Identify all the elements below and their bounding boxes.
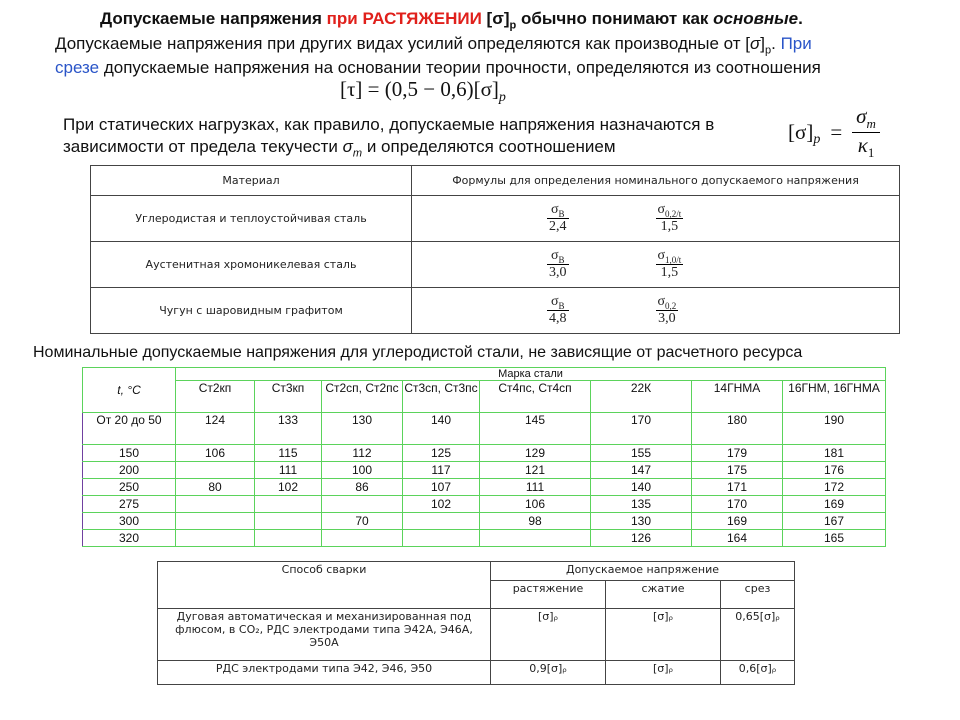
header-welding-method: Способ сварки [158,562,491,609]
value-cell [403,513,480,530]
value-cell: 169 [692,513,783,530]
intro-line-5: зависимости от предела текучести $\sigma_m$ и определяются соотношением [63,137,616,160]
formula-shear: $[\tau] = (0,5 - 0,6)[\sigma]_p$ [340,77,506,106]
stress-formula-table [90,165,900,334]
value-cell [322,530,403,547]
value-cell: 129 [480,445,591,462]
grade-header: Ст3сп, Ст3пс [403,381,480,413]
formula-fraction: $\frac{\sigma_{0,2}}{3,0}$ [657,293,677,327]
table-header-row [91,166,900,196]
value-cell: 133 [255,413,322,445]
value-cell: 164 [692,530,783,547]
value-cell: 115 [255,445,322,462]
value-cell: 86 [322,479,403,496]
table-row [83,513,886,530]
method-cell: Дуговая автоматическая и механизированная под флюсом, в CO₂, РДС электродами типа Э42А, Э46А, Э50А [158,609,491,661]
header-formulas: Формулы для определения номинального допускаемого напряжения [412,166,900,196]
formula-cell [412,242,900,288]
value-cell: 125 [403,445,480,462]
value-cell: 135 [591,496,692,513]
table-row [83,413,886,445]
table2-title: Номинальные допускаемые напряжения для углеродистой стали, не зависящие от расчетного ресурса [33,344,803,361]
value-cell [480,530,591,547]
value-cell: 121 [480,462,591,479]
value-cell: 112 [322,445,403,462]
formula-fraction: $\frac{\sigma_{0,2/t}}{1,5}$ [657,201,682,235]
table-row [91,242,900,288]
table-header-row [83,381,886,413]
header-material: Материал [91,166,412,196]
table-row [83,445,886,462]
value-cell: 0,9[σ]ᵨ [491,661,606,685]
value-cell: 117 [403,462,480,479]
value-cell: 190 [783,413,886,445]
value-cell: 100 [322,462,403,479]
value-cell: 111 [480,479,591,496]
value-cell: 124 [176,413,255,445]
grade-header: 14ГНМА [692,381,783,413]
table-row [83,479,886,496]
carbon-steel-stress-table [82,367,886,547]
value-cell: [σ]ᵨ [491,609,606,661]
value-cell [255,513,322,530]
value-cell: 107 [403,479,480,496]
method-cell: РДС электродами типа Э42, Э46, Э50 [158,661,491,685]
formula-static: [σ] $_p$ = $\frac{\sigma_m}{\kappa_1}$ [788,104,880,161]
intro-line-2: Допускаемые напряжения при других видах усилий определяются как производные от $[\sigma]_р$. При [55,34,812,57]
value-cell: 111 [255,462,322,479]
formula-fraction: $\frac{\sigma_{1,0/t}}{1,5}$ [657,247,682,281]
temperature-cell: 200 [83,462,176,479]
value-cell: 145 [480,413,591,445]
value-cell: 167 [783,513,886,530]
temperature-cell: 250 [83,479,176,496]
value-cell: 171 [692,479,783,496]
header-shear: срез [721,581,795,609]
grade-header: 16ГНМ, 16ГНМА [783,381,886,413]
value-cell: 70 [322,513,403,530]
value-cell: 130 [322,413,403,445]
value-cell: [σ]ᵨ [606,609,721,661]
value-cell [403,530,480,547]
material-cell: Чугун с шаровидным графитом [91,288,412,334]
value-cell: 0,65[σ]ᵨ [721,609,795,661]
material-cell: Углеродистая и теплоустойчивая сталь [91,196,412,242]
formula-cell [412,196,900,242]
temperature-cell: 150 [83,445,176,462]
formula-fraction: $\frac{\sigma_B}{4,8}$ [549,293,567,327]
intro-line-1: Допускаемые напряжения при РАСТЯЖЕНИИ $[\sigma]_р$ обычно понимают как основные. [100,9,803,32]
value-cell: 176 [783,462,886,479]
table-row [91,196,900,242]
value-cell: 98 [480,513,591,530]
header-tension: растяжение [491,581,606,609]
temperature-cell: От 20 до 50 [83,413,176,445]
value-cell: 179 [692,445,783,462]
value-cell: [σ]ᵨ [606,661,721,685]
grade-header: Ст2кп [176,381,255,413]
value-cell: 80 [176,479,255,496]
value-cell: 175 [692,462,783,479]
welding-stress-table [157,561,795,685]
formula-fraction: $\frac{\sigma_B}{3,0}$ [549,247,567,281]
value-cell: 130 [591,513,692,530]
value-cell: 165 [783,530,886,547]
value-cell: 106 [176,445,255,462]
value-cell: 147 [591,462,692,479]
table-row [83,530,886,547]
value-cell: 169 [783,496,886,513]
value-cell [255,530,322,547]
value-cell [176,496,255,513]
table-row [83,496,886,513]
table-header-row [83,368,886,381]
value-cell: 102 [403,496,480,513]
header-compression: сжатие [606,581,721,609]
value-cell: 170 [692,496,783,513]
table-row [83,462,886,479]
value-cell: 181 [783,445,886,462]
intro-line-4: При статических нагрузках, как правило, допускаемые напряжения назначаются в [63,115,715,134]
value-cell: 180 [692,413,783,445]
table-row [158,661,795,685]
value-cell: 106 [480,496,591,513]
value-cell: 140 [591,479,692,496]
value-cell: 126 [591,530,692,547]
value-cell [255,496,322,513]
formula-cell [412,288,900,334]
value-cell: 140 [403,413,480,445]
temperature-cell: 320 [83,530,176,547]
temperature-cell: 275 [83,496,176,513]
value-cell [176,513,255,530]
table-header-row [158,562,795,581]
formula-fraction: $\frac{\sigma_B}{2,4}$ [549,201,567,235]
header-temperature: t, °C [83,368,176,413]
intro-line-3: срезе допускаемые напряжения на основании теории прочности, определяются из соотношения [55,58,821,77]
value-cell [176,530,255,547]
value-cell: 172 [783,479,886,496]
grade-header: Ст4пс, Ст4сп [480,381,591,413]
grade-header: Ст2сп, Ст2пс [322,381,403,413]
grade-header: Ст3кп [255,381,322,413]
temperature-cell: 300 [83,513,176,530]
table-row [158,609,795,661]
header-allowable-stress: Допускаемое напряжение [491,562,795,581]
value-cell [322,496,403,513]
material-cell: Аустенитная хромоникелевая сталь [91,242,412,288]
value-cell: 0,6[σ]ᵨ [721,661,795,685]
value-cell: 102 [255,479,322,496]
header-steel-grade: Марка стали [176,368,886,381]
value-cell: 155 [591,445,692,462]
table-row [91,288,900,334]
grade-header: 22К [591,381,692,413]
value-cell [176,462,255,479]
value-cell: 170 [591,413,692,445]
